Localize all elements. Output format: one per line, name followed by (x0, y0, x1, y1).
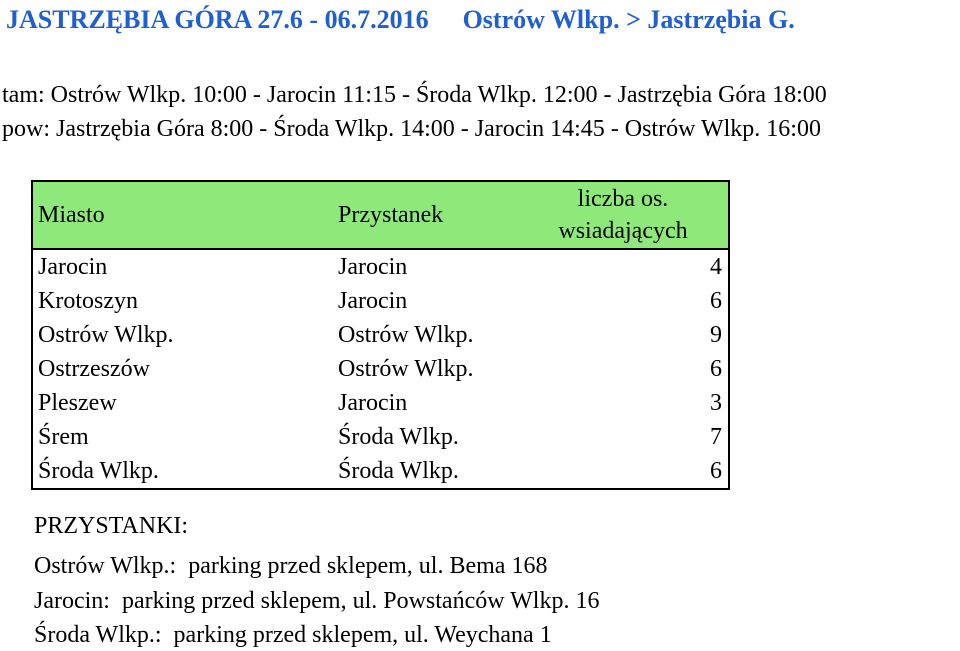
table-row (32, 318, 729, 352)
cell-liczba: 9 (518, 318, 729, 352)
stop-name: Ostrów Wlkp.: (34, 553, 177, 579)
table-row (32, 386, 729, 420)
trip-dates: JASTRZĘBIA GÓRA 27.6 - 06.7.2016 (6, 5, 429, 34)
schedule-return: pow: Jastrzębia Góra 8:00 - Środa Wlkp. 14:00 - Jarocin 14:45 - Ostrów Wlkp. 16:00 (2, 116, 821, 142)
stop-name: Jarocin: (34, 588, 110, 614)
cell-przystanek: Środa Wlkp. (338, 424, 459, 450)
header-miasto: Miasto (32, 181, 333, 249)
stop-description: parking przed sklepem, ul. Bema 168 (188, 553, 548, 579)
cell-liczba: 6 (518, 454, 729, 489)
stop-name: Środa Wlkp.: (34, 622, 162, 648)
trip-route: Ostrów Wlkp. > Jastrzębia G. (462, 5, 795, 34)
cell-liczba: 3 (518, 386, 729, 420)
cell-liczba: 6 (518, 284, 729, 318)
table-header-row (32, 181, 729, 249)
cell-przystanek: Ostrów Wlkp. (338, 356, 474, 382)
table-row (32, 454, 729, 489)
list-item (34, 551, 547, 581)
cell-liczba: 4 (518, 249, 729, 284)
passengers-table (31, 180, 730, 490)
table-row (32, 249, 729, 284)
trip-title (6, 2, 795, 38)
cell-miasto: Jarocin (32, 249, 333, 284)
header-przystanek: Przystanek (333, 181, 518, 249)
cell-przystanek: Jarocin (338, 254, 408, 280)
list-item (34, 586, 599, 616)
cell-przystanek: Jarocin (338, 390, 408, 416)
header-liczba-line1: liczba os. (577, 186, 669, 212)
header-liczba (518, 181, 729, 249)
cell-przystanek: Środa Wlkp. (333, 454, 518, 489)
cell-liczba: 6 (518, 352, 729, 386)
cell-liczba: 7 (518, 420, 729, 454)
cell-miasto: Krotoszyn (32, 284, 333, 318)
cell-miasto: Środa Wlkp. (32, 454, 333, 489)
header-liczba-line2: wsiadających (558, 218, 688, 244)
list-item (34, 620, 552, 650)
stops-heading: PRZYSTANKI: (34, 513, 189, 539)
cell-przystanek: Ostrów Wlkp. (338, 322, 474, 348)
table-row (32, 352, 729, 386)
stop-description: parking przed sklepem, ul. Weychana 1 (173, 622, 552, 648)
cell-miasto: Pleszew (32, 386, 333, 420)
schedule-outbound: tam: Ostrów Wlkp. 10:00 - Jarocin 11:15 - Środa Wlkp. 12:00 - Jastrzębia Góra 18:00 (2, 82, 827, 108)
table-row (32, 420, 729, 454)
cell-miasto: Ostrów Wlkp. (32, 318, 333, 352)
cell-miasto: Ostrzeszów (32, 352, 333, 386)
stop-description: parking przed sklepem, ul. Powstańców Wlkp. 16 (121, 588, 600, 614)
table-row (32, 284, 729, 318)
cell-przystanek: Jarocin (338, 288, 408, 314)
cell-miasto: Śrem (32, 420, 333, 454)
